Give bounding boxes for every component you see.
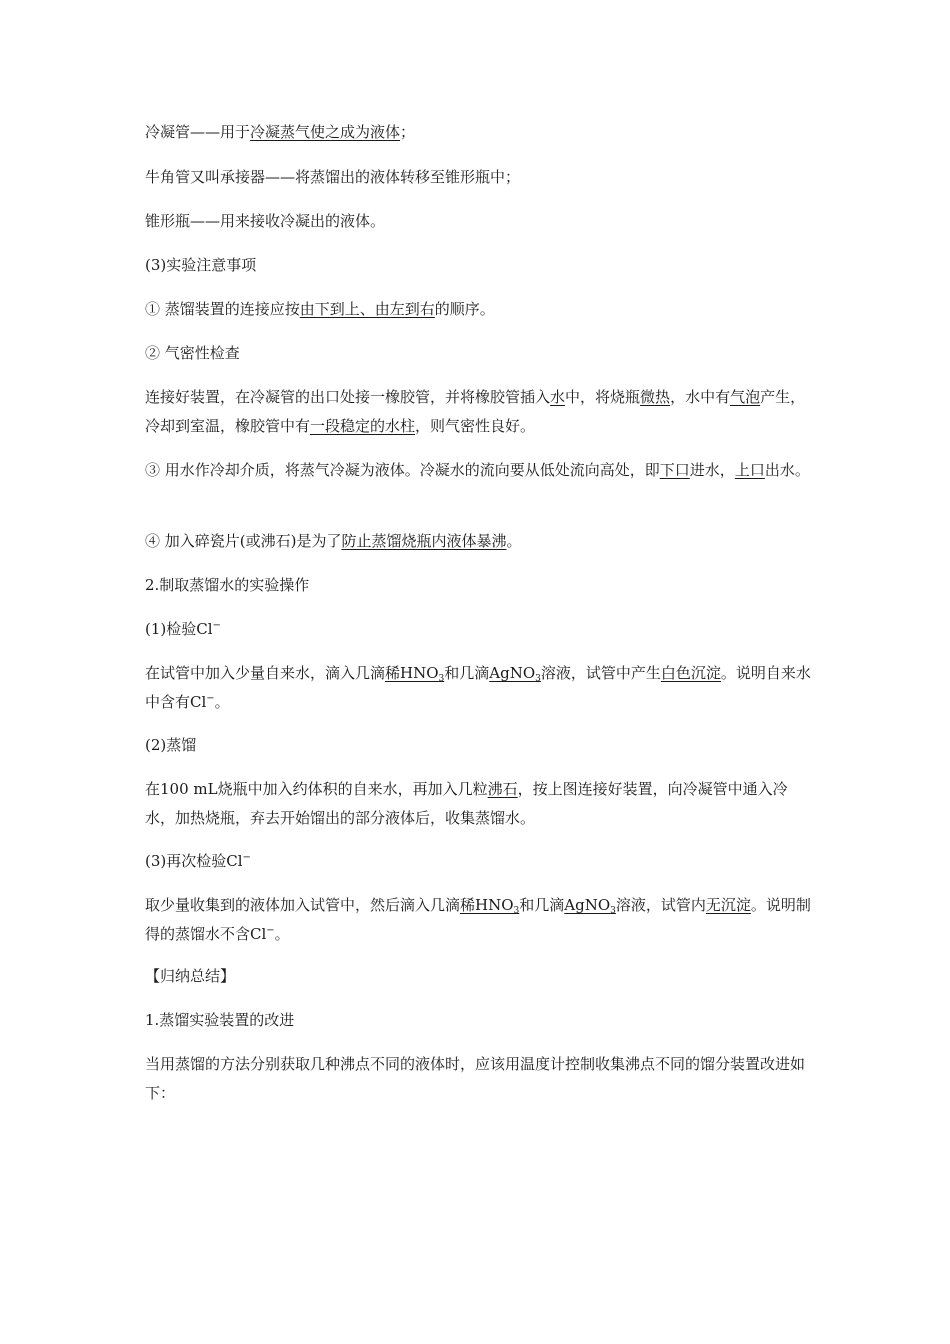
answer-blank: 微热 [640, 388, 671, 406]
subheading-test-cl: (1)检验Cl− [145, 620, 221, 638]
answer-blank: 下口 [659, 461, 690, 479]
answer-blank: 沸石 [487, 780, 518, 798]
section-heading-precautions: (3)实验注意事项 [145, 256, 257, 274]
answer-blank: 由下到上、由左到右 [299, 300, 435, 318]
paragraph-item-4: ④ 加入碎瓷片(或沸石)是为了防止蒸馏烧瓶内液体暴沸。 [145, 532, 522, 550]
paragraph-test-tapwater: 在试管中加入少量自来水，滴入几滴稀$HNO_3$和几滴AgNO$_3$溶液，试管中产生白色沉淀。说明自来水中含有Cl−。 [145, 664, 811, 711]
section-heading-operation: 2.制取蒸馏水的实验操作 [145, 576, 310, 594]
answer-blank: 水 [550, 388, 566, 406]
answer-blank: 无沉淀 [705, 896, 751, 914]
answer-blank: 稀$HNO_3$ [385, 664, 445, 684]
subheading-retest-cl: (3)再次检验Cl− [145, 852, 251, 870]
answer-blank: 上口 [734, 461, 765, 479]
subheading-improvement: 1.蒸馏实验装置的改进 [145, 1011, 295, 1029]
answer-blank: AgNO$_3$ [489, 664, 541, 684]
paragraph-adapter: 牛角管又叫承接器——将蒸馏出的液体转移至锥形瓶中； [145, 168, 521, 186]
paragraph-retest: 取少量收集到的液体加入试管中，然后滴入几滴稀$HNO_3$和几滴AgNO$_3$溶液，试管内无沉淀。说明制得的蒸馏水不含Cl−。 [145, 896, 811, 943]
paragraph-improvement: 当用蒸馏的方法分别获取几种沸点不同的液体时，应该用温度计控制收集沸点不同的馏分装置改进如下： [145, 1055, 806, 1102]
paragraph-item-1: ① 蒸馏装置的连接应按由下到上、由左到右的顺序。 [145, 300, 495, 318]
answer-blank: 防止蒸馏烧瓶内液体暴沸 [341, 532, 507, 550]
answer-blank: 稀$HNO_3$ [460, 896, 520, 916]
paragraph-airtightness: 连接好装置，在冷凝管的出口处接一橡胶管，并将橡胶管插入水中，将烧瓶微热，水中有气泡产生，冷却到室温，橡胶管中有一段稳定的水柱，则气密性良好。 [145, 388, 806, 435]
paragraph-flask: 锥形瓶——用来接收冷凝出的液体。 [145, 212, 386, 230]
paragraph-item-3: ③ 用水作冷却介质，将蒸气冷凝为液体。冷凝水的流向要从低处流向高处，即下口进水，上口出水。 [145, 461, 810, 479]
answer-blank: 一段稳定的水柱 [310, 417, 416, 435]
answer-blank: 白色沉淀 [660, 664, 721, 682]
answer-blank: 气泡 [730, 388, 761, 406]
paragraph-distillation: 在100 mL烧瓶中加入约体积的自来水，再加入几粒沸石，按上图连接好装置，向冷凝管中通入冷水，加热烧瓶，弃去开始馏出的部分液体后，收集蒸馏水。 [145, 780, 788, 827]
answer-blank: 冷凝蒸气使之成为液体 [250, 123, 401, 141]
heading-summary: 【归纳总结】 [145, 967, 236, 985]
paragraph-condenser: 冷凝管——用于冷凝蒸气使之成为液体； [145, 123, 416, 141]
subheading-distillation: (2)蒸馏 [145, 736, 197, 754]
paragraph-item-2: ② 气密性检查 [145, 344, 240, 362]
answer-blank: AgNO$_3$ [564, 896, 616, 916]
